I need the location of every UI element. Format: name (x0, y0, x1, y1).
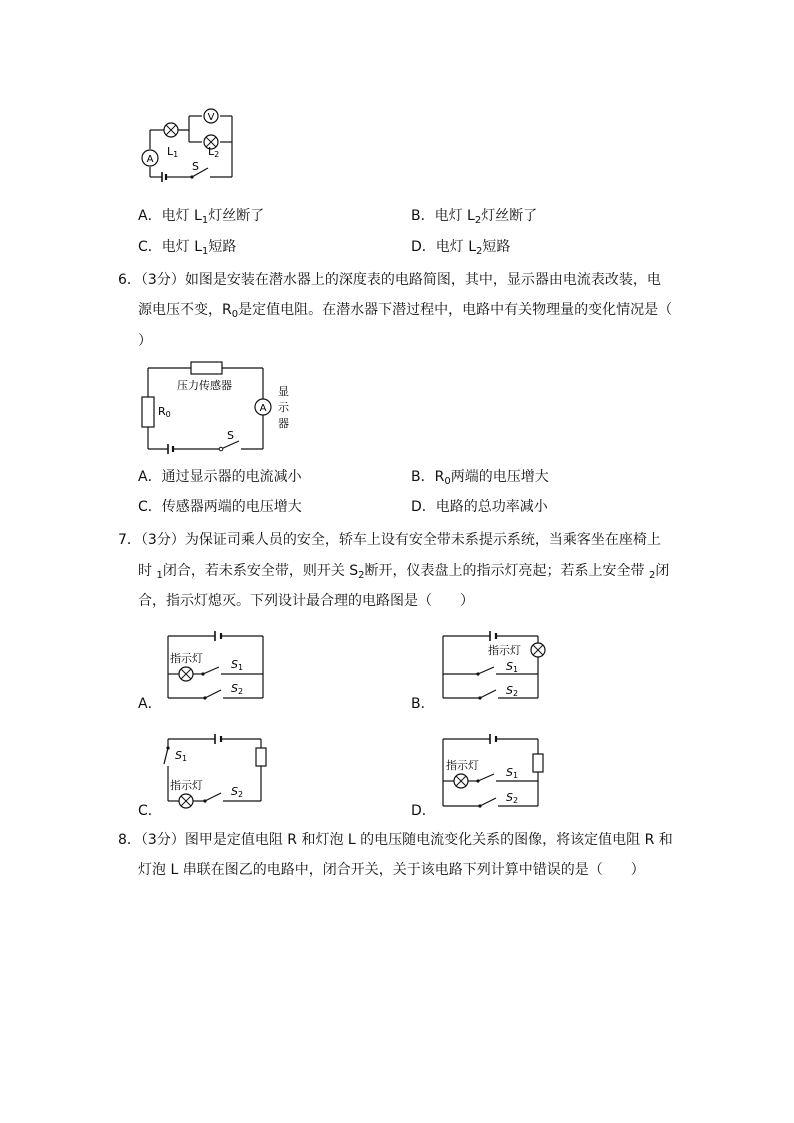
svg-text:R0: R0 (158, 405, 171, 419)
q7-option-a[interactable]: A． (138, 696, 162, 712)
q7-option-d[interactable]: D． (411, 803, 436, 819)
sensor-label: 压力传感器 (177, 379, 232, 392)
q6-stem-line3: ） (138, 333, 152, 349)
ammeter-label: A (146, 154, 154, 165)
q7-stem-line2: 时 $_1$闭合，若未系安全带，则开关 $S_2$断开，仪表盘上的指示灯亮起；若系上安全带 $_2$闭 (138, 563, 670, 581)
q5-option-c[interactable]: C．电灯 $L_1$短路 (138, 239, 237, 257)
svg-text:L2: L2 (208, 145, 220, 159)
display-label-3: 器 (278, 417, 289, 430)
svg-text:L1: L1 (167, 145, 179, 159)
svg-text:指示灯: 指示灯 (488, 644, 521, 657)
pressure-sensor-resistor (191, 362, 222, 374)
r0-resistor (142, 397, 154, 427)
svg-text:S: S (192, 160, 199, 173)
q7-option-b-diagram (430, 625, 555, 705)
q7-option-c-diagram (155, 728, 275, 810)
display-label-1: 显 (278, 385, 289, 398)
svg-text:指示灯: 指示灯 (170, 652, 203, 665)
display-label-2: 示 (278, 401, 289, 414)
svg-text:指示灯: 指示灯 (446, 759, 479, 772)
q5-option-d[interactable]: D．电灯 $L_2$短路 (411, 239, 511, 257)
q7-option-a-diagram (155, 625, 275, 705)
svg-text:S2: S2 (506, 791, 519, 805)
q7-stem-line3: 合，指示灯熄灭。下列设计最合理的电路图是（ ） (138, 593, 474, 609)
q6-option-b[interactable]: B．$R_0$两端的电压增大 (411, 469, 549, 487)
svg-text:S1: S1 (506, 766, 519, 780)
q7-option-d-diagram (430, 728, 555, 810)
q6-option-c[interactable]: C．传感器两端的电压增大 (138, 499, 302, 515)
q5-option-b[interactable]: B．电灯 $L_2$灯丝断了 (411, 208, 538, 226)
svg-text:S1: S1 (175, 749, 188, 763)
q6-stem-line2: 源电压不变，$R_0$是定值电阻。在潜水器下潜过程中，电路中有关物理量的变化情况是（ (138, 302, 673, 320)
svg-text:S2: S2 (506, 684, 519, 698)
svg-text:S2: S2 (231, 682, 244, 696)
q6-option-a[interactable]: A．通过显示器的电流减小 (138, 469, 302, 485)
svg-text:S2: S2 (231, 785, 244, 799)
resistor-icon (533, 754, 543, 772)
svg-text:S1: S1 (506, 660, 519, 674)
resistor-icon (256, 748, 266, 766)
q6-circuit-diagram (135, 357, 295, 457)
q6-stem-line1: 6．（3分）如图是安装在潜水器上的深度表的电路简图，其中，显示器由电流表改装，电 (118, 272, 661, 288)
voltmeter-label: V (207, 112, 215, 123)
q5-option-a[interactable]: A．电灯 $L_1$灯丝断了 (138, 208, 265, 226)
svg-text:S: S (227, 429, 234, 442)
ammeter-label: A (259, 403, 267, 414)
q7-option-c[interactable]: C． (138, 803, 162, 819)
svg-text:指示灯: 指示灯 (170, 779, 203, 792)
q8-stem-line2: 灯泡 L 串联在图乙的电路中，闭合开关，关于该电路下列计算中错误的是（ ） (138, 862, 645, 878)
svg-text:S1: S1 (231, 658, 244, 672)
q7-option-b[interactable]: B． (411, 696, 435, 712)
q8-stem-line1: 8．（3分）图甲是定值电阻 R 和灯泡 L 的电压随电流变化关系的图像，将该定值电阻 R 和 (118, 832, 673, 848)
q7-stem-line1: 7．（3分）为保证司乘人员的安全，轿车上设有安全带未系提示系统，当乘客坐在座椅上 (118, 532, 661, 548)
q6-option-d[interactable]: D．电路的总功率减小 (411, 499, 548, 515)
q5-circuit-diagram (130, 100, 250, 190)
